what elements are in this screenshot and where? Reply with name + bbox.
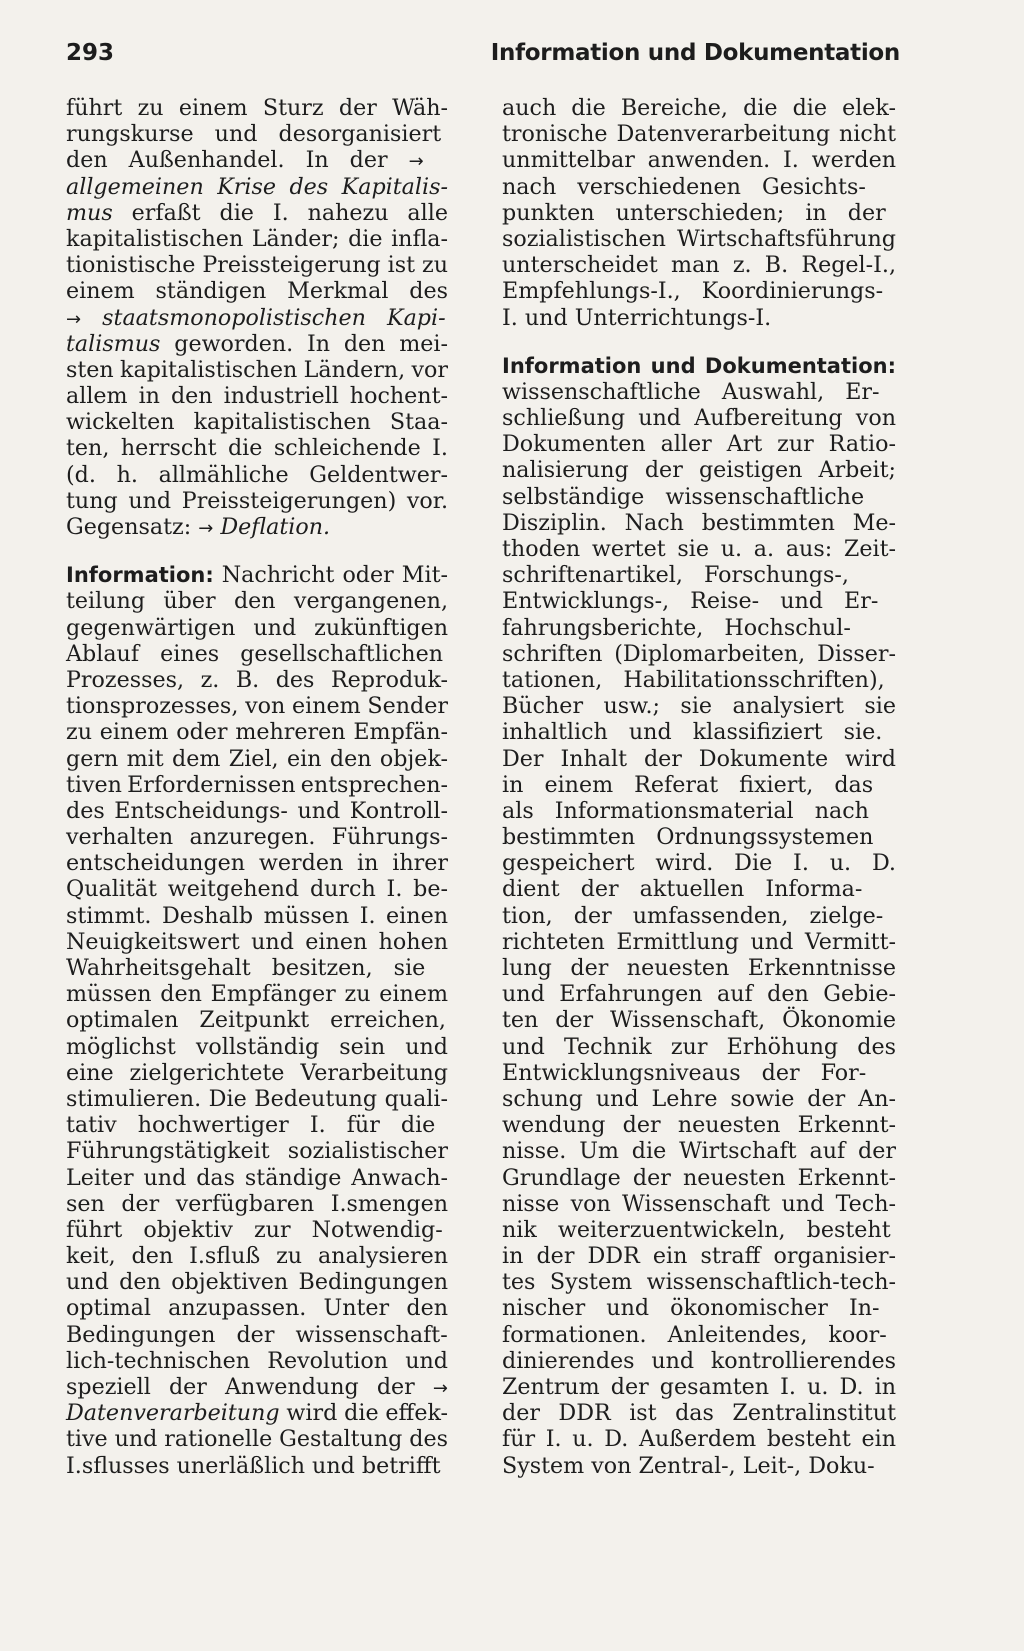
text-span: nik weiterzuentwickeln, besteht — [502, 1216, 891, 1243]
text-span: einem ständigen Merkmal des — [66, 278, 448, 305]
text-line — [502, 955, 896, 981]
text-span: Dokumenten aller Art zur Ratio- — [502, 431, 896, 458]
running-head: Information und Dokumentation — [490, 40, 900, 66]
text-line — [66, 667, 448, 693]
text-span: stimmt. Deshalb müssen I. einen — [66, 902, 448, 929]
text-span: ten der Wissenschaft, Ökonomie — [502, 1007, 896, 1034]
text-span — [81, 305, 102, 331]
text-line — [502, 876, 896, 902]
cross-reference-arrow: → — [432, 1378, 448, 1399]
italic-reference: staatsmonopolistischen Kapi- — [102, 304, 446, 331]
text-line — [66, 95, 448, 121]
text-span: tionsprozesses, von einem Sender — [66, 693, 448, 720]
text-line — [502, 641, 896, 667]
entry-term: Information und Dokumentation: — [502, 353, 896, 378]
text-span: tive und rationelle Gestaltung des — [66, 1426, 448, 1453]
text-span: gern mit dem Ziel, ein den objek- — [66, 745, 448, 772]
text-span: formationen. Anleitendes, koor- — [502, 1321, 887, 1348]
text-line — [502, 1348, 896, 1374]
text-span: dient der aktuellen Informa- — [502, 876, 863, 903]
text-line — [502, 1374, 896, 1400]
text-line — [502, 305, 896, 331]
text-line — [502, 615, 896, 641]
text-span: punkten unterschieden; in der — [502, 199, 886, 226]
text-line — [66, 462, 448, 488]
text-line — [66, 1322, 448, 1348]
text-line — [502, 536, 896, 562]
text-span: Ablauf eines gesellschaftlichen — [66, 640, 444, 667]
text-line — [502, 353, 896, 379]
text-line — [66, 147, 448, 173]
text-line — [66, 955, 448, 981]
text-line — [502, 746, 896, 772]
text-line — [66, 798, 448, 824]
text-line — [502, 1295, 896, 1321]
text-line — [502, 1426, 896, 1452]
text-line — [66, 615, 448, 641]
text-span: der DDR ist das Zentralinstitut — [502, 1400, 896, 1427]
cross-reference-arrow: → — [198, 518, 214, 539]
text-span: tiven Erfordernissen entsprechen- — [66, 771, 448, 798]
text-span: entscheidungen werden in ihrer — [66, 850, 448, 877]
text-span: (d. h. allmähliche Geldentwer- — [66, 461, 448, 488]
text-span: wendung der neuesten Erkennt- — [502, 1112, 896, 1139]
text-span: sozialistischen Wirtschaftsführung — [502, 225, 896, 252]
text-span: sen der verfügbaren I.smengen — [66, 1190, 448, 1217]
text-span: schließung und Aufbereitung von — [502, 405, 896, 432]
text-line — [502, 484, 896, 510]
text-span: wissenschaftliche Auswahl, Er- — [502, 378, 880, 405]
page-number: 293 — [66, 40, 115, 66]
text-span: schriften (Diplomarbeiten, Disser- — [502, 640, 896, 667]
italic-reference: Datenverarbeitung — [66, 1400, 280, 1427]
text-span: wird die effek- — [279, 1400, 448, 1427]
entry-term: Information: — [66, 563, 214, 588]
text-line — [502, 1034, 896, 1060]
cross-reference-arrow: → — [66, 308, 82, 330]
text-span: Prozesses, z. B. des Reproduk- — [66, 666, 448, 693]
text-span: keit, den I.sfluß zu analysieren — [66, 1243, 448, 1270]
italic-reference: mus — [66, 199, 113, 226]
text-span: sten kapitalistischen Ländern, vor — [66, 356, 448, 383]
italic-reference: talismus — [66, 330, 161, 357]
text-span: schriftenartikel, Forschungs-, — [502, 562, 849, 589]
text-span: unmittelbar anwenden. I. werden — [502, 147, 896, 174]
text-line — [66, 772, 448, 798]
text-span: möglichst vollständig sein und — [66, 1033, 448, 1060]
text-line — [502, 772, 896, 798]
text-span: lung der neuesten Erkenntnisse — [502, 955, 896, 981]
text-span: in der DDR ein straff organisier- — [502, 1243, 896, 1270]
text-line — [66, 1034, 448, 1060]
text-span: I. und Unterrichtungs-I. — [502, 304, 772, 331]
text-line — [502, 850, 896, 876]
text-line — [66, 1060, 448, 1086]
text-span: nalisierung der geistigen Arbeit; — [502, 457, 896, 484]
italic-reference: Deflation. — [220, 514, 331, 540]
text-line — [502, 200, 896, 226]
text-line — [502, 1453, 896, 1479]
text-span: optimal anzupassen. Unter den — [66, 1295, 448, 1322]
text-span: Bedingungen der wissenschaft- — [66, 1321, 448, 1348]
text-span: nisse von Wissenschaft und Tech- — [502, 1190, 896, 1217]
text-line — [502, 981, 896, 1007]
text-span: führt objektiv zur Notwendig- — [66, 1216, 443, 1243]
text-line — [66, 1165, 448, 1191]
text-line — [502, 1217, 896, 1243]
text-line — [66, 1426, 448, 1452]
text-line — [502, 929, 896, 955]
text-line — [502, 174, 896, 200]
text-span: nischer und ökonomischer In- — [502, 1295, 880, 1322]
text-span: zu einem oder mehreren Empfän- — [66, 719, 448, 746]
text-span: Wahrheitsgehalt besitzen, sie — [66, 955, 426, 981]
text-line — [502, 1007, 896, 1033]
text-span: führt zu einem Sturz der Wäh- — [66, 95, 448, 121]
text-line — [66, 1348, 448, 1374]
text-line — [66, 746, 448, 772]
text-line — [66, 252, 448, 278]
text-line — [66, 488, 448, 514]
text-line — [66, 1191, 448, 1217]
text-span: nisse. Um die Wirtschaft auf der — [502, 1138, 896, 1165]
text-line — [502, 95, 896, 121]
text-line — [66, 357, 448, 383]
text-line — [66, 409, 448, 435]
text-span: Gegensatz: — [66, 514, 199, 540]
text-line — [66, 824, 448, 850]
text-span: stimulieren. Die Bedeutung quali- — [66, 1085, 448, 1112]
text-line — [502, 824, 896, 850]
page-header — [66, 40, 900, 66]
text-span: nach verschiedenen Gesichts- — [502, 173, 866, 200]
italic-reference: allgemeinen Krise des Kapitalis- — [66, 173, 448, 200]
text-span: für I. u. D. Außerdem besteht ein — [502, 1426, 896, 1453]
text-span: richteten Ermittlung und Vermitt- — [502, 928, 896, 955]
text-line — [66, 1374, 448, 1400]
text-line — [502, 562, 896, 588]
right-text-column — [502, 95, 896, 1479]
text-line — [502, 667, 896, 693]
text-line — [502, 719, 896, 745]
text-span: Nachricht oder Mit- — [213, 562, 448, 589]
text-line — [502, 431, 896, 457]
text-line — [66, 1217, 448, 1243]
text-line — [502, 405, 896, 431]
text-line — [66, 200, 448, 226]
text-span: Empfehlungs-I., Koordinierungs- — [502, 278, 884, 305]
text-span: tronische Datenverarbeitung nicht — [502, 121, 896, 148]
text-span: Entwicklungs-, Reise- und Er- — [502, 588, 879, 615]
text-line — [66, 1400, 448, 1426]
text-span: rungskurse und desorganisiert — [66, 121, 442, 148]
text-line — [66, 1243, 448, 1269]
text-line — [502, 798, 896, 824]
text-line — [502, 1060, 896, 1086]
text-line — [66, 305, 448, 331]
text-line — [66, 929, 448, 955]
text-line — [66, 278, 448, 304]
text-span: erfaßt die I. nahezu alle — [112, 199, 448, 226]
text-line — [66, 850, 448, 876]
text-span: gegenwärtigen und zukünftigen — [66, 614, 448, 641]
text-span: schung und Lehre sowie der An- — [502, 1085, 896, 1112]
text-span: I.sflusses unerläßlich und betrifft — [66, 1452, 441, 1479]
text-span: dinierendes und kontrollierendes — [502, 1347, 896, 1374]
paragraph-gap — [502, 331, 896, 353]
text-line — [66, 1269, 448, 1295]
text-span: allem in den industriell hochent- — [66, 383, 448, 410]
text-span: Grundlage der neuesten Erkennt- — [502, 1164, 896, 1191]
text-span: inhaltlich und klassifiziert sie. — [502, 719, 883, 746]
text-line — [66, 1295, 448, 1321]
text-line — [502, 1269, 896, 1295]
text-span: kapitalistischen Länder; die infla- — [66, 225, 448, 252]
text-span: tativ hochwertiger I. für die — [66, 1112, 436, 1139]
cross-reference-arrow: → — [408, 151, 424, 173]
text-line — [502, 510, 896, 536]
text-line — [66, 174, 448, 200]
text-span: speziell der Anwendung der — [66, 1374, 433, 1400]
text-span: lich-technischen Revolution und — [66, 1347, 448, 1374]
text-span: teilung über den vergangenen, — [66, 588, 448, 615]
text-span: und Technik zur Erhöhung des — [502, 1033, 896, 1060]
text-line — [66, 903, 448, 929]
text-span: als Informationsmaterial nach — [502, 797, 869, 824]
text-line — [502, 457, 896, 483]
text-span: thoden wertet sie u. a. aus: Zeit- — [502, 536, 896, 562]
text-span: und den objektiven Bedingungen — [66, 1269, 448, 1296]
text-span: tationen, Habilitationsschriften), — [502, 666, 885, 693]
text-line — [502, 1112, 896, 1138]
left-text-column — [66, 95, 448, 1479]
text-line — [502, 252, 896, 278]
text-span: auch die Bereiche, die die elek- — [502, 95, 896, 121]
text-line — [66, 1112, 448, 1138]
text-span: selbständige wissenschaftliche — [502, 483, 865, 510]
text-line — [502, 147, 896, 173]
text-span: gespeichert wird. Die I. u. D. — [502, 850, 896, 877]
text-line — [502, 1243, 896, 1269]
text-line — [66, 121, 448, 147]
text-line — [502, 1322, 896, 1348]
text-line — [66, 693, 448, 719]
text-span: Leiter und das ständige Anwach- — [66, 1164, 448, 1191]
text-line — [66, 435, 448, 461]
text-span: tionistische Preissteigerung ist zu — [66, 252, 448, 279]
text-span: verhalten anzuregen. Führungs- — [66, 824, 448, 851]
text-span: Der Inhalt der Dokumente wird — [502, 745, 896, 772]
text-line — [66, 641, 448, 667]
text-line — [502, 379, 896, 405]
text-line — [66, 1453, 448, 1479]
text-line — [502, 1086, 896, 1112]
text-span: Entwicklungsniveaus der For- — [502, 1059, 867, 1086]
text-line — [66, 1086, 448, 1112]
text-span: geworden. In den mei- — [160, 330, 448, 357]
text-span: ten, herrscht die schleichende I. — [66, 435, 448, 462]
paragraph-gap — [66, 540, 448, 562]
text-line — [66, 514, 448, 540]
text-span: tion, der umfassenden, zielge- — [502, 902, 884, 929]
text-line — [502, 1165, 896, 1191]
text-line — [502, 226, 896, 252]
text-span: Qualität weitgehend durch I. be- — [66, 876, 448, 903]
text-span: unterscheidet man z. B. Regel-I., — [502, 252, 896, 279]
text-span: und Erfahrungen auf den Gebie- — [502, 981, 896, 1008]
text-span: tes System wissenschaftlich-tech- — [502, 1269, 896, 1296]
text-span: optimalen Zeitpunkt erreichen, — [66, 1007, 446, 1034]
text-line — [66, 876, 448, 902]
text-line — [66, 588, 448, 614]
text-span: eine zielgerichtete Verarbeitung — [66, 1059, 448, 1086]
text-span: Bücher usw.; sie analysiert sie — [502, 693, 896, 720]
text-span: Disziplin. Nach bestimmten Me- — [502, 509, 896, 536]
text-line — [66, 1007, 448, 1033]
text-span: wickelten kapitalistischen Staa- — [66, 409, 448, 436]
text-span: tung und Preissteigerungen) vor. — [66, 487, 448, 514]
text-line — [502, 1400, 896, 1426]
text-span: den Außenhandel. In der — [66, 147, 409, 174]
text-span: des Entscheidungs- und Kontroll- — [66, 797, 448, 824]
text-line — [66, 1138, 448, 1164]
text-line — [66, 562, 448, 588]
text-span: bestimmten Ordnungssystemen — [502, 824, 874, 851]
text-span: müssen den Empfänger zu einem — [66, 981, 448, 1008]
text-span: Führungstätigkeit sozialistischer — [66, 1138, 448, 1165]
text-line — [502, 121, 896, 147]
text-line — [502, 1138, 896, 1164]
text-line — [66, 981, 448, 1007]
text-line — [502, 278, 896, 304]
text-line — [66, 331, 448, 357]
text-span: fahrungsberichte, Hochschul- — [502, 614, 851, 641]
text-span: Zentrum der gesamten I. u. D. in — [502, 1374, 896, 1400]
text-line — [502, 903, 896, 929]
text-line — [66, 719, 448, 745]
text-line — [502, 693, 896, 719]
text-line — [66, 383, 448, 409]
text-span: System von Zentral-, Leit-, Doku- — [502, 1452, 875, 1479]
text-span: Neuigkeitswert und einen hohen — [66, 928, 448, 955]
text-line — [66, 226, 448, 252]
text-line — [502, 588, 896, 614]
text-line — [502, 1191, 896, 1217]
text-span: in einem Referat fixiert, das — [502, 771, 874, 798]
